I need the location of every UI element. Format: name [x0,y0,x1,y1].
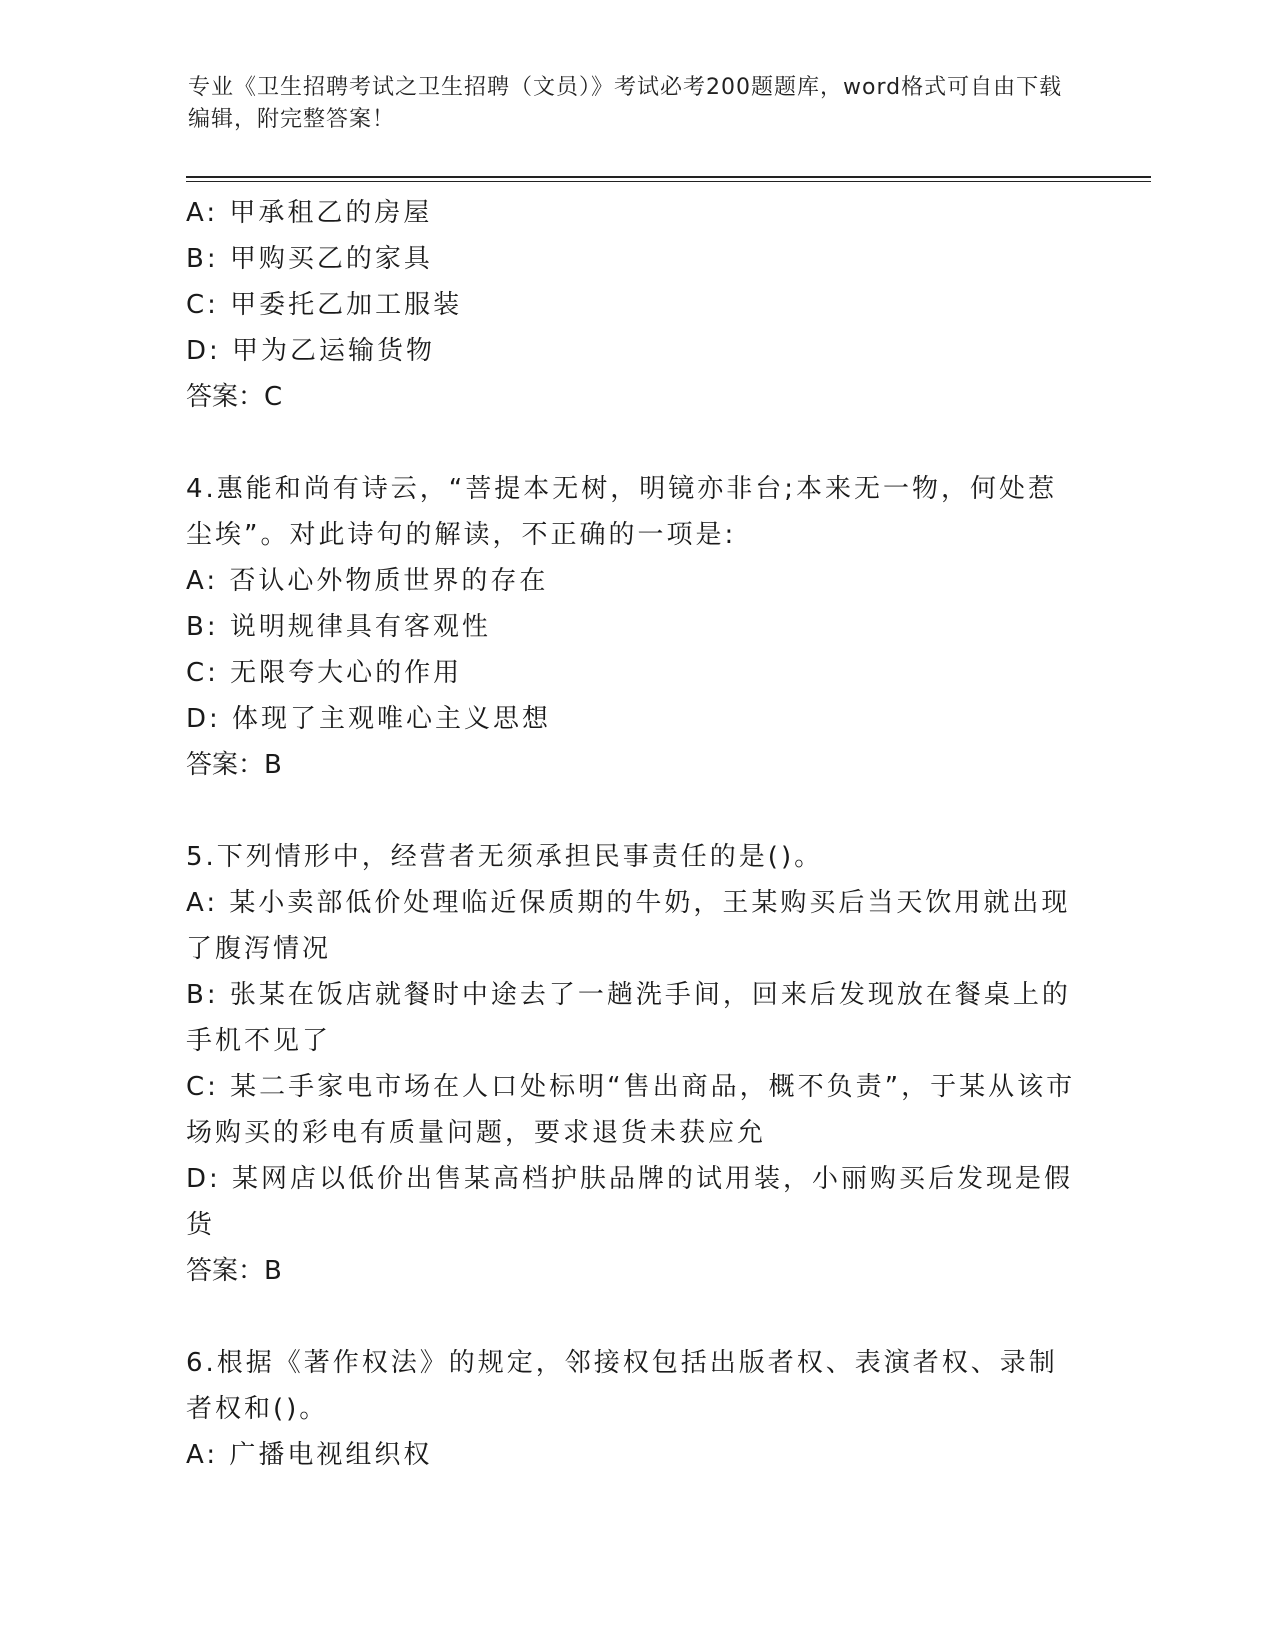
option-b: B: 甲购买乙的家具 [186,244,433,274]
spacer [186,788,1076,834]
answer-label: 答案：B [186,750,282,780]
option-c: C: 某二手家电市场在人口处标明“售出商品，概不负责”，于某从该市场购买的彩电有质量问题，要求退货未获应允 [186,1072,1076,1148]
answer-label: 答案：C [186,382,283,412]
question-stem: 5.下列情形中，经营者无须承担民事责任的是()。 [186,842,824,872]
question-stem: 4.惠能和尚有诗云，“菩提本无树，明镜亦非台;本来无一物，何处惹尘埃”。对此诗句的解读，不正确的一项是: [186,474,1058,550]
question-4 [186,466,1076,788]
answer-label: 答案：B [186,1256,282,1286]
option-a: A: 某小卖部低价处理临近保质期的牛奶，王某购买后当天饮用就出现了腹泻情况 [186,888,1071,964]
header-divider-thin [186,181,1151,182]
question-5 [186,834,1076,1294]
option-a: A: 广播电视组织权 [186,1440,433,1470]
question-content [186,190,1076,1478]
option-c: C: 甲委托乙加工服装 [186,290,463,320]
question-3 [186,190,1076,420]
question-stem: 6.根据《著作权法》的规定，邻接权包括出版者权、表演者权、录制者权和()。 [186,1348,1058,1424]
spacer [186,1294,1076,1340]
option-d: D: 体现了主观唯心主义思想 [186,704,552,734]
option-a: A: 甲承租乙的房屋 [186,198,433,228]
option-c: C: 无限夸大心的作用 [186,658,463,688]
option-d: D: 某网店以低价出售某高档护肤品牌的试用装，小丽购买后发现是假货 [186,1164,1074,1240]
header-divider-thick [186,176,1151,178]
option-b: B: 张某在饭店就餐时中途去了一趟洗手间，回来后发现放在餐桌上的手机不见了 [186,980,1071,1056]
spacer [186,420,1076,466]
option-d: D: 甲为乙运输货物 [186,336,436,366]
question-6 [186,1340,1076,1478]
option-b: B: 说明规律具有客观性 [186,612,491,642]
document-header: 专业《卫生招聘考试之卫生招聘（文员）》考试必考200题题库，word格式可自由下载编辑，附完整答案！ [188,75,1063,132]
option-a: A: 否认心外物质世界的存在 [186,566,549,596]
